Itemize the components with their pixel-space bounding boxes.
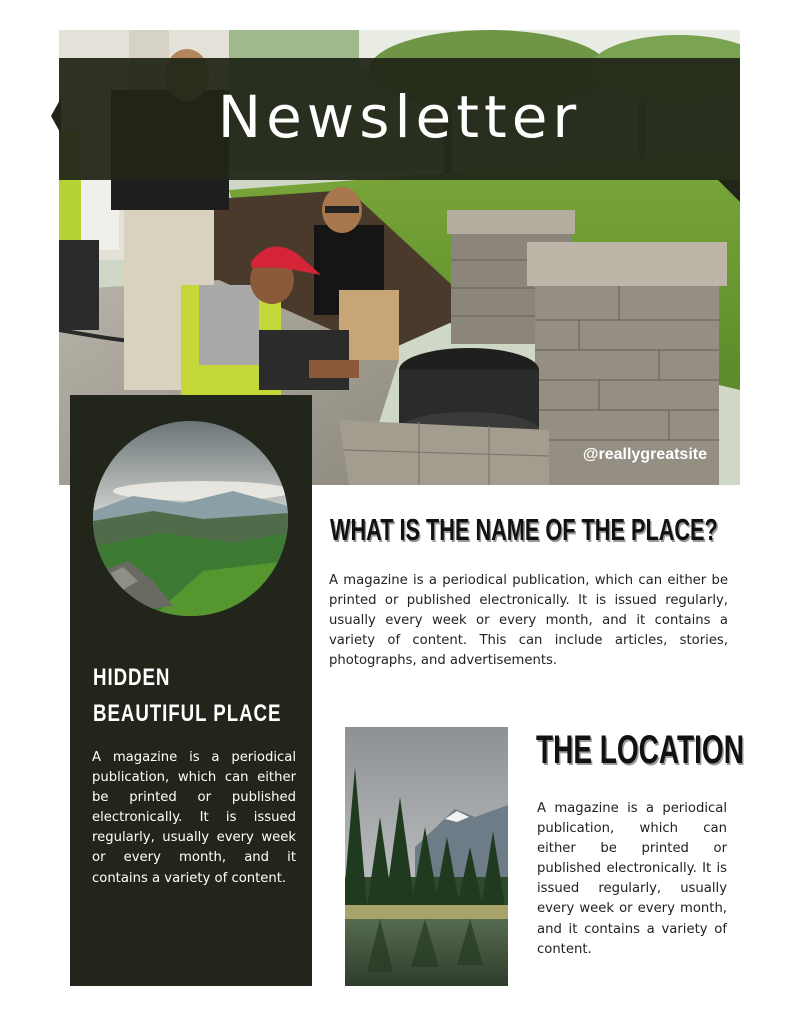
side-heading-line-1: HIDDEN (93, 664, 171, 691)
place-body-text: A magazine is a periodical publication, which can either be printed or published electronically. It is issued regularly, usually every week or every month, and it contains a variety of content. This can include articles, stories, photographs, and advertisements. (329, 573, 728, 669)
location-body-text: A magazine is a periodical publication, which can either be printed or published electronically. It is issued regularly, usually every week or every month, and it contains a variety of content. (537, 801, 727, 957)
mountain-photo (93, 421, 288, 616)
place-heading: WHAT IS THE NAME OF THE PLACE? (330, 512, 718, 547)
side-body-text: A magazine is a periodical publication, which can either be printed or published electronically. It is issued regularly, usually every week or every month, and it contains a variety of content. (92, 750, 296, 886)
website-handle: @reallygreatsite (582, 446, 707, 463)
side-heading-line-2: BEAUTIFUL PLACE (93, 700, 282, 727)
banner-right-tab (718, 180, 740, 202)
side-heading (93, 660, 282, 732)
forest-lake-photo (345, 727, 508, 986)
newsletter-title: Newsletter (217, 83, 582, 151)
location-heading: THE LOCATION (536, 728, 744, 772)
